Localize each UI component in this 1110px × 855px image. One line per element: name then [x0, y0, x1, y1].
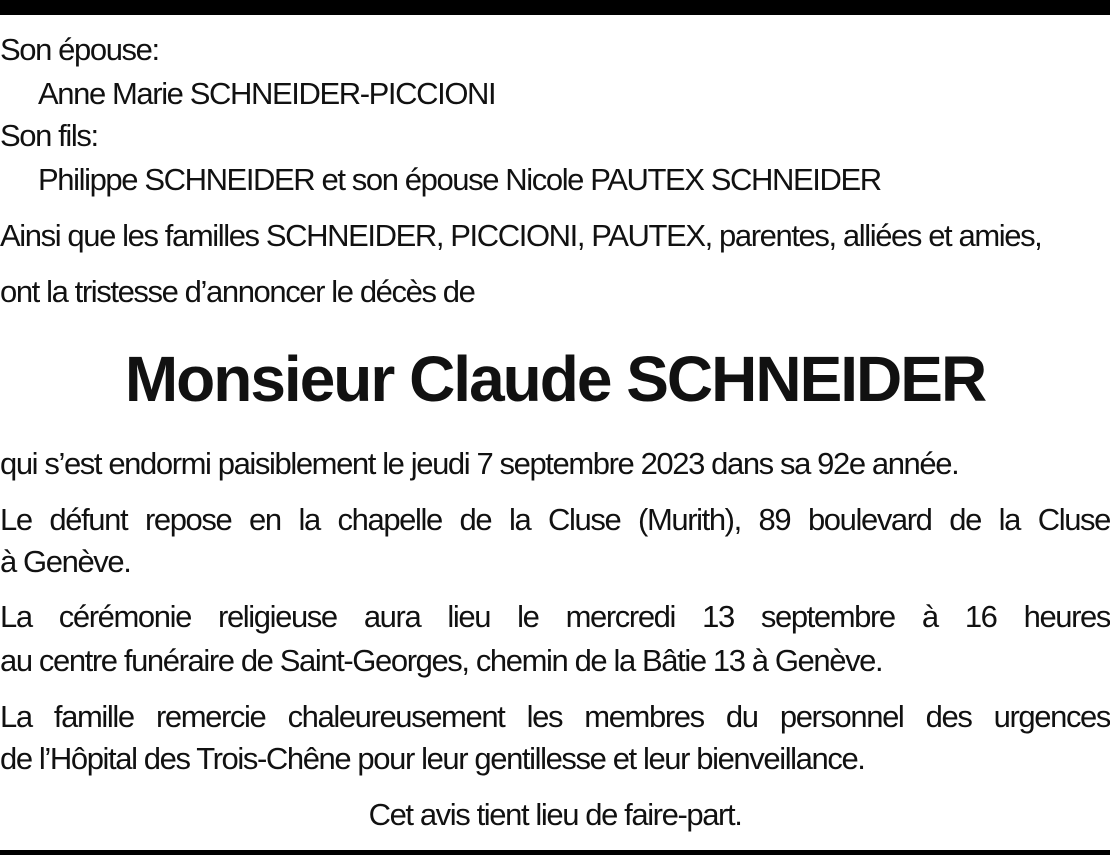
- deceased-name: Monsieur Claude SCHNEIDER: [124, 343, 986, 415]
- announce-line: ont la tristesse d’annoncer le décès de: [0, 274, 475, 309]
- spouse-name: Anne Marie SCHNEIDER-PICCIONI: [38, 76, 496, 111]
- thanks-line-2: de l’Hôpital des Trois-Chêne pour leur gentillesse et leur bienveillance.: [0, 741, 865, 776]
- spouse-label: Son épouse:: [0, 32, 159, 67]
- repose-line-2: à Genève.: [0, 544, 131, 579]
- repose-line-1: Le défunt repose en la chapelle de la Cluse (Murith), 89 boulevard de la Cluse: [0, 502, 1110, 537]
- son-label: Son fils:: [0, 118, 98, 153]
- bottom-rule: [0, 850, 1110, 855]
- son-name: Philippe SCHNEIDER et son épouse Nicole PAUTEX SCHNEIDER: [38, 162, 881, 197]
- thanks-line-1: La famille remercie chaleureusement les membres du personnel des urgences: [0, 699, 1110, 734]
- ceremony-line-1: La cérémonie religieuse aura lieu le mercredi 13 septembre à 16 heures: [0, 599, 1110, 634]
- closing-line: Cet avis tient lieu de faire-part.: [368, 797, 742, 832]
- ceremony-line-2: au centre funéraire de Saint-Georges, chemin de la Bâtie 13 à Genève.: [0, 643, 883, 678]
- death-line: qui s’est endormi paisiblement le jeudi 7 septembre 2023 dans sa 92e année.: [0, 446, 959, 481]
- families-line: Ainsi que les familles SCHNEIDER, PICCIONI, PAUTEX, parentes, alliées et amies,: [0, 218, 1042, 253]
